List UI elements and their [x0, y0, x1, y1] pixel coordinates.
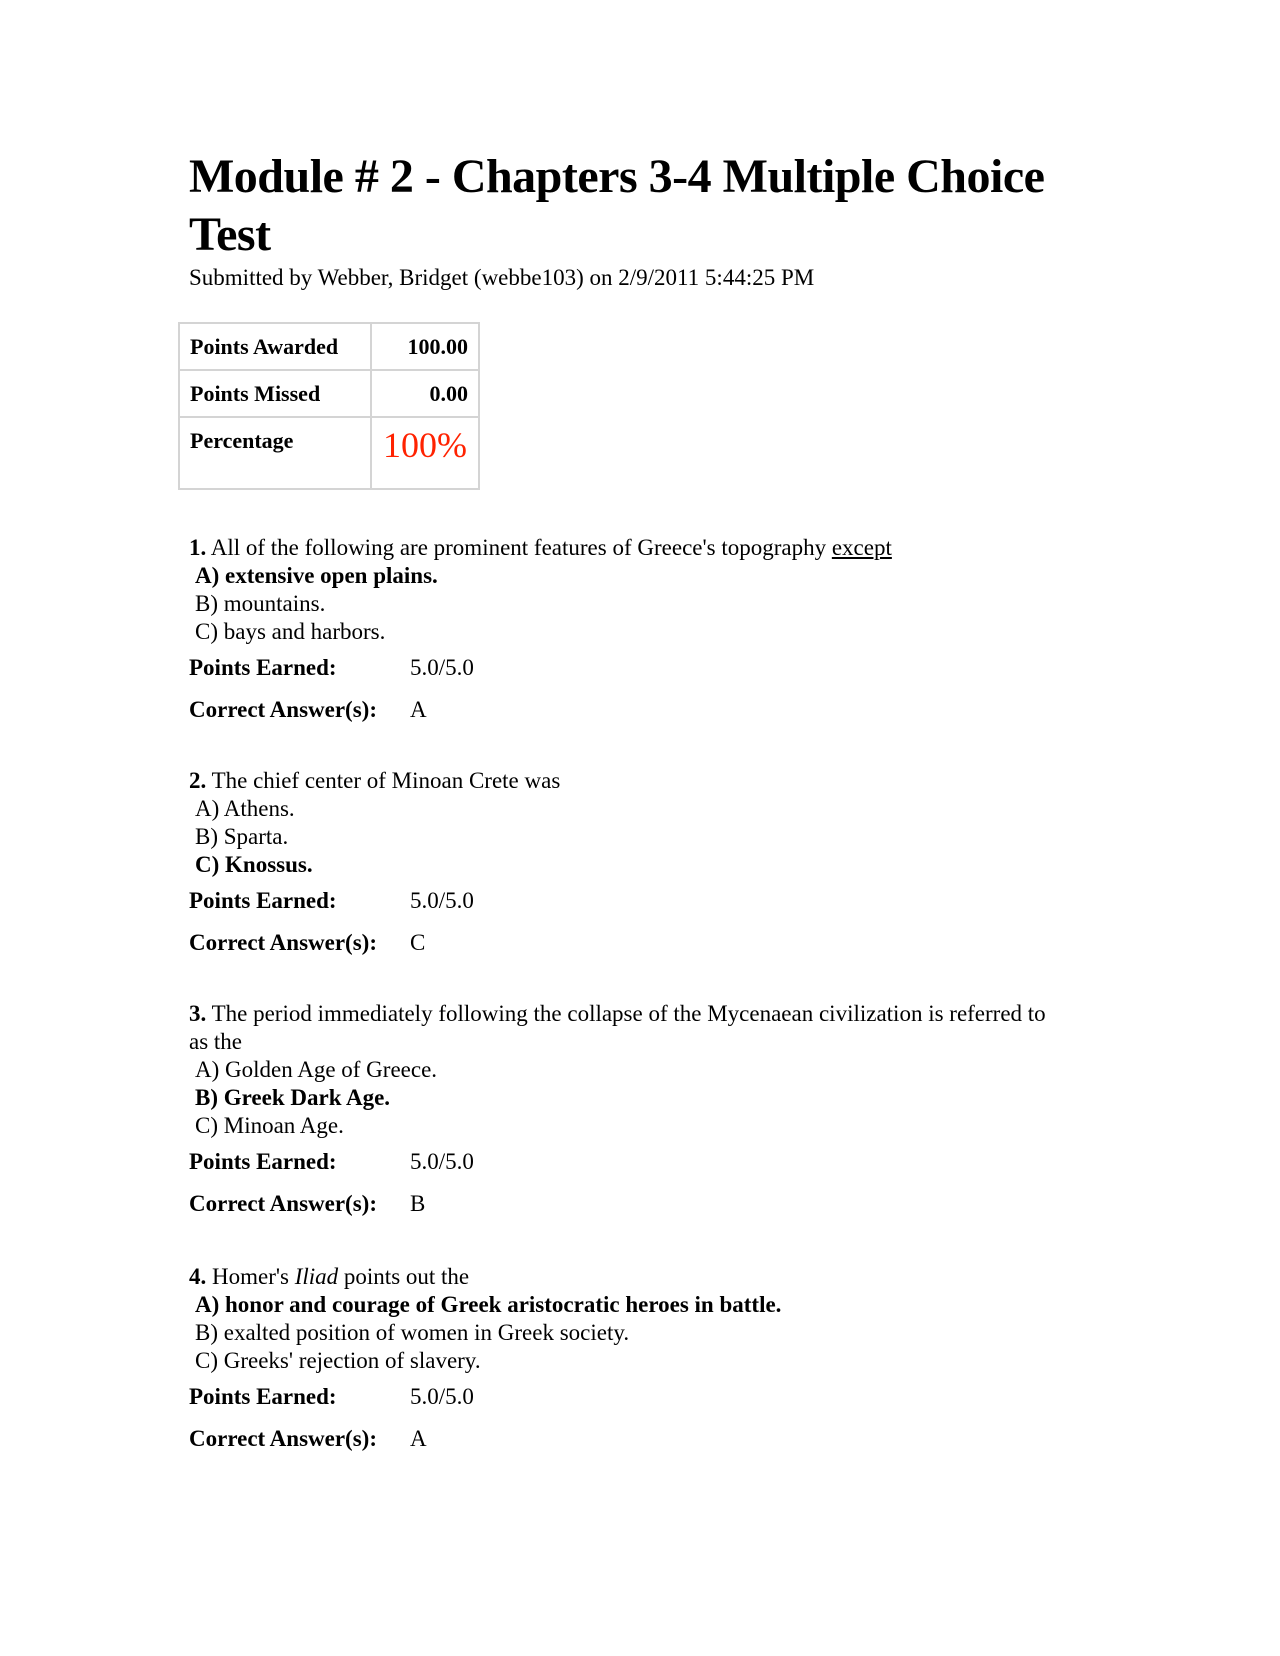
page-title: Module # 2 - Chapters 3-4 Multiple Choice Test	[189, 150, 1045, 261]
points-earned-label: Points Earned:	[189, 1149, 337, 1174]
correct-answer-value: B	[410, 1191, 426, 1216]
question-3	[189, 1000, 1049, 1218]
option-c: C) Minoan Age.	[195, 1113, 344, 1138]
points-missed-row	[179, 370, 479, 417]
points-earned-label: Points Earned:	[189, 888, 337, 913]
option-c: C) Knossus.	[195, 852, 313, 877]
option-b: B) Sparta.	[195, 824, 289, 849]
correct-answer-label: Correct Answer(s):	[189, 697, 377, 722]
correct-answer-label: Correct Answer(s):	[189, 1191, 377, 1216]
points-earned-value: 5.0/5.0	[410, 888, 474, 913]
percentage-row	[179, 417, 479, 489]
question-number: 2.	[189, 768, 207, 793]
points-awarded-row	[179, 323, 479, 370]
question-emphasis: except	[831, 535, 892, 560]
points-earned-label: Points Earned:	[189, 1384, 337, 1409]
question-number: 4.	[189, 1264, 207, 1289]
option-b: B) mountains.	[195, 591, 326, 616]
points-earned-value: 5.0/5.0	[410, 655, 474, 680]
question-text: The period immediately following the collapse of the Mycenaean civilization is referred to as the	[189, 1001, 1046, 1054]
option-a: A) honor and courage of Greek aristocratic heroes in battle.	[195, 1292, 782, 1317]
question-2	[189, 767, 1049, 957]
book-title: Iliad	[294, 1264, 339, 1289]
option-c: C) Greeks' rejection of slavery.	[195, 1348, 481, 1373]
correct-answer-value: A	[410, 697, 427, 722]
question-text: points out the	[338, 1264, 470, 1289]
correct-answer-value: C	[410, 930, 426, 955]
percentage-label: Percentage	[179, 417, 371, 489]
points-awarded-value: 100.00	[371, 323, 479, 370]
question-text: The chief center of Minoan Crete was	[211, 768, 561, 793]
question-1	[189, 534, 1049, 724]
header	[189, 148, 1049, 292]
option-c: C) bays and harbors.	[195, 619, 386, 644]
correct-answer-label: Correct Answer(s):	[189, 1426, 377, 1451]
question-4	[189, 1263, 1049, 1453]
points-earned-value: 5.0/5.0	[410, 1384, 474, 1409]
score-table	[178, 322, 480, 490]
question-text-pre: Homer's	[212, 1264, 295, 1289]
points-awarded-label: Points Awarded	[179, 323, 371, 370]
points-earned-value: 5.0/5.0	[410, 1149, 474, 1174]
option-b: B) exalted position of women in Greek society.	[195, 1320, 630, 1345]
correct-answer-value: A	[410, 1426, 427, 1451]
option-a: A) Golden Age of Greece.	[195, 1057, 438, 1082]
correct-answer-label: Correct Answer(s):	[189, 930, 377, 955]
option-a: A) extensive open plains.	[195, 563, 438, 588]
submission-info: Submitted by Webber, Bridget (webbe103) on 2/9/2011 5:44:25 PM	[189, 265, 815, 290]
points-missed-label: Points Missed	[179, 370, 371, 417]
points-missed-value: 0.00	[371, 370, 479, 417]
question-text: All of the following are prominent features of Greece's topography	[210, 535, 832, 560]
points-earned-label: Points Earned:	[189, 655, 337, 680]
option-a: A) Athens.	[195, 796, 295, 821]
question-number: 1.	[189, 535, 207, 560]
option-b: B) Greek Dark Age.	[195, 1085, 391, 1110]
question-number: 3.	[189, 1001, 207, 1026]
percentage-value: 100%	[371, 417, 479, 489]
